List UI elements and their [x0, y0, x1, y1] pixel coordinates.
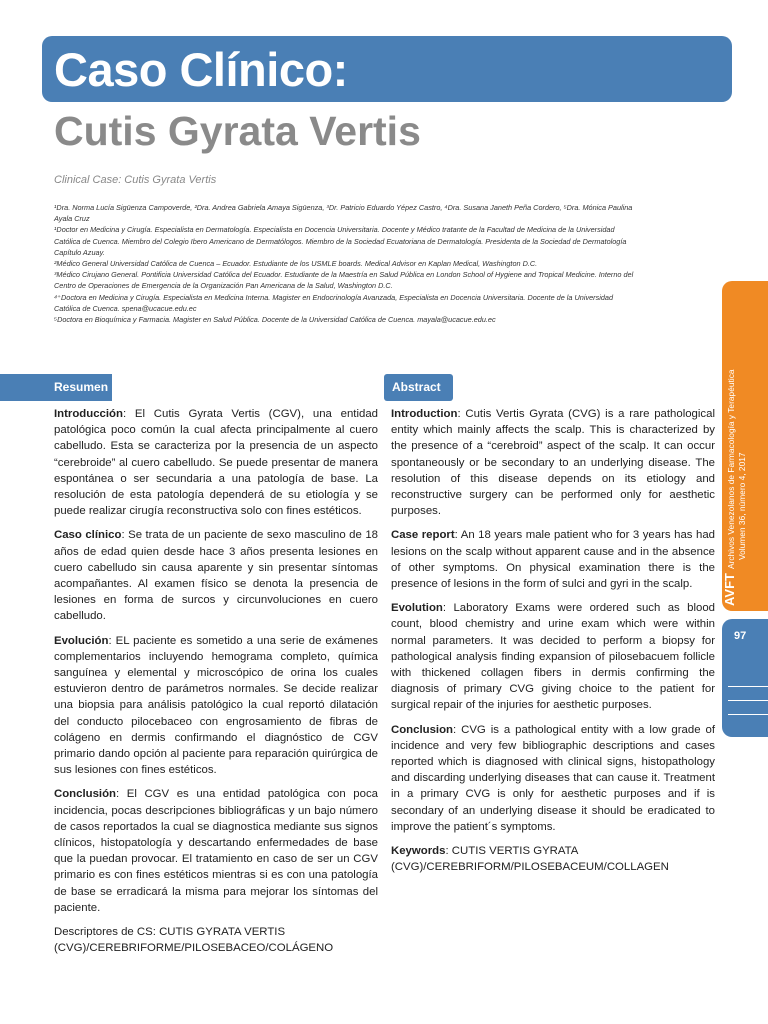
- paragraph-head: Introduction: [391, 408, 458, 420]
- resumen-caso-clinico: [54, 527, 378, 624]
- abstract-heading: Abstract: [384, 374, 453, 401]
- author-affiliations: [54, 202, 634, 325]
- affiliation-3: ³Médico Cirujano General. Pontificia Universidad Católica del Ecuador. Estudiante de la Maestría en Salud Pública en London School of Hygiene and Tropical Medicine. Interno del Centro de Operaciones de Emergencia de la Organización Pan Americana de la Salud, Washington D.C.: [54, 270, 634, 291]
- article-subtitle: Cutis Gyrata Vertis: [54, 108, 421, 154]
- resumen-heading: Resumen: [0, 374, 112, 401]
- divider: [728, 714, 768, 715]
- affiliation-1: ¹Doctor en Medicina y Cirugía. Especialista en Dermatología. Especialista en Docencia Universitaria. Docente y Médico tratante de la Facultad de Medicina de la Universidad Católica de Cuenca. Miembro del Colegio Ibero Americano de Dermatólogos. Miembro de la Sociedad Ecuatoriana de Dermatología. Presidenta de la Sociedad de Dermatología Capítulo Azuay.: [54, 225, 627, 257]
- divider: [728, 686, 768, 687]
- page-number: 97: [734, 630, 747, 642]
- resumen-column: [54, 406, 378, 965]
- paragraph-head: Evolution: [391, 602, 443, 615]
- paragraph-body: : CVG is a pathological entity with a low grade of incidence and very few bibliographic descriptions and cases reported which is diagnosed with clinical signs, histopathology and discarding underlying diseases that can cause it. Treatment in a primary CVG is only for aesthetic purposes and if is secondary of an underlying disease it should be eradicated to improve the patient´s symptoms.: [391, 723, 715, 833]
- abstract-evolution: [391, 600, 715, 713]
- resumen-evolucion: [54, 633, 378, 779]
- journal-info: [722, 286, 765, 606]
- resumen-conclusion: [54, 786, 378, 916]
- paragraph-head: Caso clínico: [54, 529, 122, 542]
- affiliation-5: ⁵Doctora en Bioquímica y Farmacia. Magister en Salud Pública. Docente de la Universidad Católica de Cuenca. mayala@ucacue.edu.ec: [54, 315, 496, 325]
- abstract-introduction: [391, 406, 715, 519]
- paragraph-head: Keywords: [391, 845, 446, 858]
- affiliation-4: ⁴⁺Doctora en Medicina y Cirugía. Especialista en Medicina Interna. Magister en Endocrinología Avanzada, Especialista en Docencia Universitaria. Docente de la Universidad Católica de Cuenca. spena@ucacue.edu.ec: [54, 292, 614, 313]
- author-names: ¹Dra. Norma Lucía Sigüenza Campoverde, ²Dra. Andrea Gabriela Amaya Sigüenza, ³Dr. Patricio Eduardo Yépez Castro, ⁴Dra. Susana Janeth Peña Cordero, ⁵Dra. Mónica Paulina Ayala Cruz: [54, 203, 633, 224]
- journal-logo: AVFT: [722, 573, 737, 606]
- paragraph-body: : Cutis Vertis Gyrata (CVG) is a rare pathological entity which mainly affects the scalp. This is characterized by the presence of a “cerebroid” aspect of the scalp. It can occur spontaneously or be secondary to an underlying disease. The resolution of this disease depends on its etiology and reconstructive surgery can be performed only for aesthetic purposes.: [391, 408, 715, 518]
- resumen-introduccion: [54, 406, 378, 519]
- paragraph-head: Case report: [391, 529, 455, 542]
- journal-name: Archivos Venezolanos de Farmacología y Terapéutica: [726, 369, 736, 570]
- resumen-descriptores: [54, 924, 378, 956]
- journal-line-1: [722, 286, 737, 606]
- abstract-column: [391, 406, 715, 883]
- paragraph-head: Evolución: [54, 634, 109, 647]
- paragraph-body: : EL paciente es sometido a una serie de exámenes complementarios incluyendo hemograma completo, química sanguínea y elemental y microscópico de orina los cuales estuvieron dentro de parámetros normales. Se decide realizar una biopsia para análisis patológico la cual reportó dilatación del conducto pilocebaceo con engrosamiento de fibras de colágeno en dermis confirmando el diagnóstico de CGV primario dando opción al paciente para reparación quirúrgica de sus lesiones con fines estéticos.: [54, 634, 378, 777]
- paragraph-body: : El Cutis Gyrata Vertis (CGV), una entidad patológica poco común la cual afecta principalmente al cuero cabelludo. Esta se caracteriza por la presencia de un aspecto “cerebroide” al cuero cabelludo. Se puede presentar de manera espontánea o ser secundaria a una patología de base. La resolución de esta patología dependerá de su etiología y se puede realizar cirugía reconstructiva solo con fines estéticos.: [54, 408, 378, 518]
- paragraph-head: Conclusion: [391, 723, 454, 736]
- clinical-case-english-title: Clinical Case: Cutis Gyrata Vertis: [54, 174, 217, 186]
- divider: [728, 700, 768, 701]
- journal-volume: Volumen 36, número 4, 2017: [736, 452, 747, 560]
- paragraph-head: Introducción: [54, 408, 123, 420]
- abstract-conclusion: [391, 722, 715, 835]
- paragraph-body: : An 18 years male patient who for 3 years has had lesions on the scalp without apparent cause and in the absence of other symptoms. On physical examination there is the presence of lesions in the form of sulci and gyri in the scalp.: [391, 529, 715, 591]
- abstract-keywords: [391, 843, 715, 875]
- article-title: Caso Clínico:: [54, 43, 348, 96]
- paragraph-body: : Se trata de un paciente de sexo masculino de 18 años de edad quien desde hace 3 años presenta lesiones en cuero cabelludo sin causa aparente y sin presentar síntomas acompañantes. Al examen físico se denota la presencia de lesiones en forma de surcos y circunvoluciones en cuero cabelludo.: [54, 529, 378, 623]
- paragraph-body: : Laboratory Exams were ordered such as blood count, blood chemistry and urine exam which were within normal parameters. It was decided to perform a biopsy for pathological analysis finding expansion of pilosebacuem follicle with thickened collagen fibers in dermis confirming the diagnosis of primary CVG giving choice to the patient for surgical repair of the injuries for aesthetic purposes.: [391, 602, 715, 712]
- paragraph-body: : El CGV es una entidad patológica con poca incidencia, pocas descripciones bibliográficas y un bajo número de casos reportados la cual se diagnostica mediante sus signos clínicos, histopatología y descartando enfermedades de base que la puedan provocar. El tratamiento en caso de ser un CGV primario es con fines estéticos mientras si es con una patología de base se erradicará la misma para mejorar los síntomas del paciente.: [54, 788, 378, 914]
- paragraph-head: Conclusión: [54, 788, 117, 801]
- paragraph-body: Descriptores de CS: CUTIS GYRATA VERTIS (CVG)/CEREBRIFORME/PILOSEBACEO/COLÁGENO: [54, 926, 334, 955]
- affiliation-2: ²Médico General Universidad Católica de Cuenca – Ecuador. Estudiante de los USMLE boards. Medical Advisor en Kaplan Medical, Washington D.C.: [54, 259, 538, 269]
- paragraph-body: : CUTIS VERTIS GYRATA (CVG)/CEREBRIFORM/PILOSEBACEUM/COLLAGEN: [391, 845, 669, 874]
- abstract-case-report: [391, 527, 715, 592]
